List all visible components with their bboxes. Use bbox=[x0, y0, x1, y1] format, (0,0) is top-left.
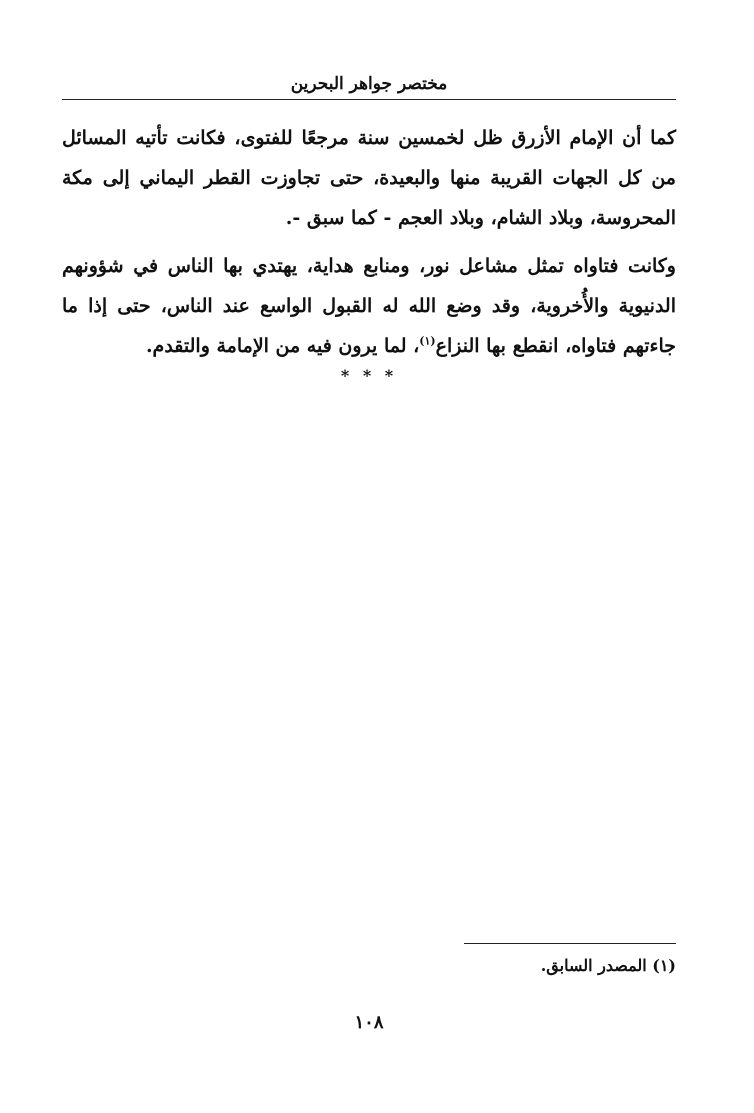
footnote-rule bbox=[464, 943, 676, 944]
page-number: ١٠٨ bbox=[354, 1012, 384, 1033]
paragraph-1: كما أن الإمام الأزرق ظل لخمسين سنة مرجعًا للفتوى، فكانت تأتيه المسائل من كل الجهات القريبة منها والبعيدة، حتى تجاوزت القطر اليماني إلى مكة المحروسة، وبلاد الشام، وبلاد العجم - كما سبق -. bbox=[62, 127, 676, 229]
paragraph-2 bbox=[62, 246, 676, 366]
section-separator: * * * bbox=[340, 366, 398, 385]
running-header: مختصر جواهر البحرين bbox=[290, 74, 448, 94]
footnote-marker[interactable]: (١) bbox=[419, 334, 436, 348]
paragraph-2-tail: ، لما يرون فيه من الإمامة والتقدم. bbox=[145, 335, 420, 357]
footnote-1: (١) المصدر السابق. bbox=[540, 956, 676, 975]
paragraph-2-text: وكانت فتاواه تمثل مشاعل نور، ومنابع هداية، يهتدي بها الناس في شؤونهم الدنيوية والأُخروية، وقد وضع الله له القبول الواسع عند الناس، حتى إذا ما جاءتهم فتاواه، انقطع بها النزاع bbox=[62, 255, 676, 357]
body-text bbox=[62, 118, 676, 366]
header-rule bbox=[62, 99, 676, 100]
